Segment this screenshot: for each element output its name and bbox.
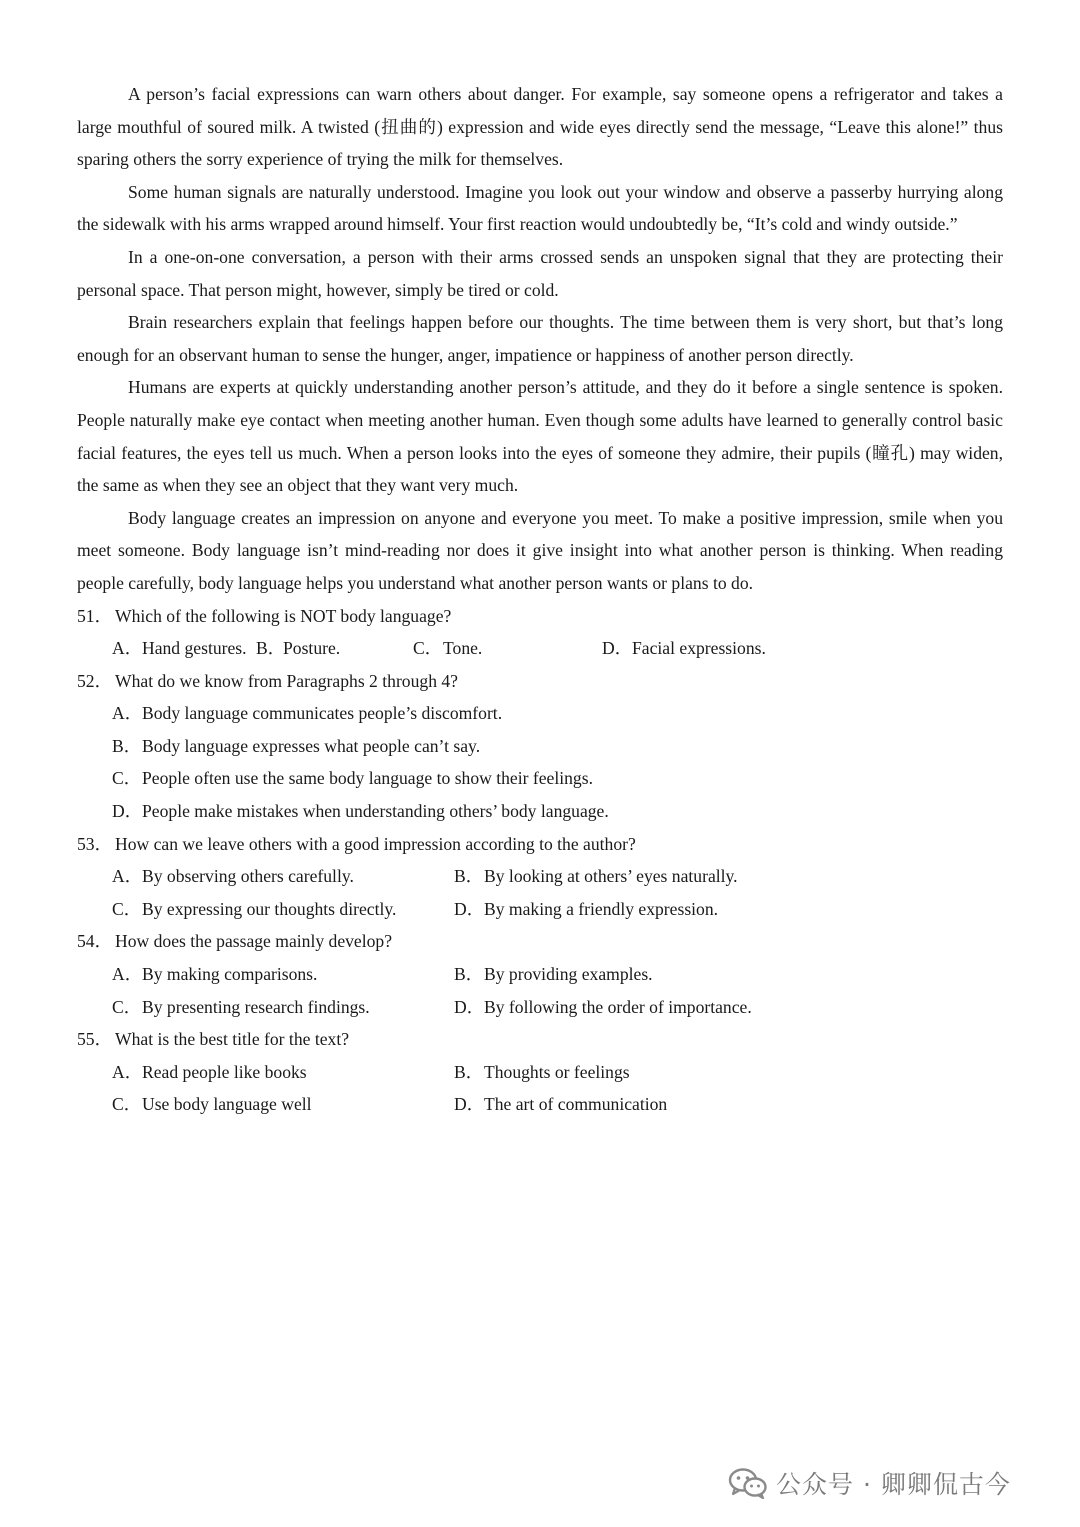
wechat-icon (728, 1467, 768, 1499)
option-a[interactable] (112, 1056, 454, 1089)
option-d[interactable] (454, 1088, 667, 1121)
option-d[interactable] (602, 632, 766, 665)
question-number: 51． (77, 605, 113, 626)
option-text: Body language expresses what people can’t say. (142, 735, 481, 756)
option-letter: B． (454, 964, 484, 985)
question-55 (77, 1023, 1003, 1121)
watermark-text: 公众号 · 卿卿侃古今 (776, 1470, 1011, 1499)
option-text: By following the order of importance. (484, 996, 752, 1017)
option-text: The art of communication (484, 1094, 668, 1115)
option-text: By making comparisons. (142, 964, 318, 985)
passage-paragraph: A person’s facial expressions can warn others about danger. For example, say someone opens a refrigerator and takes a large mouthful of soured milk. A twisted (扭曲的) expression and wide eyes directly send the message, “Leave this alone!” thus sparing others the sorry experience of trying the milk for themselves. (77, 84, 1003, 170)
option-letter: C． (112, 1094, 142, 1115)
question-number: 54． (77, 931, 113, 952)
question-stem: Which of the following is NOT body language? (115, 605, 452, 626)
question-stem: How does the passage mainly develop? (115, 931, 393, 952)
option-letter: A． (112, 866, 143, 887)
option-letter: B． (454, 1061, 484, 1082)
option-text: By observing others carefully. (142, 866, 354, 887)
option-b[interactable] (454, 958, 653, 991)
question-52 (77, 665, 1003, 828)
option-d[interactable] (112, 795, 609, 828)
option-c[interactable] (112, 1088, 454, 1121)
option-text: By making a friendly expression. (484, 898, 719, 919)
option-letter: C． (112, 768, 142, 789)
option-letter: A． (112, 703, 143, 724)
option-text: Posture. (283, 638, 341, 659)
question-54 (77, 925, 1003, 1023)
question-number: 53． (77, 833, 113, 854)
option-letter: B． (112, 735, 142, 756)
watermark (728, 1462, 1011, 1504)
option-letter: A． (112, 1061, 143, 1082)
option-c[interactable] (112, 991, 454, 1024)
option-a[interactable] (112, 697, 502, 730)
option-b[interactable] (454, 860, 738, 893)
question-stem: What is the best title for the text? (115, 1029, 350, 1050)
passage-paragraph: Humans are experts at quickly understanding another person’s attitude, and they do it before a single sentence is spoken. People naturally make eye contact when meeting another human. Even though some adults have learned to generally control basic facial features, the eyes tell us much. When a person looks into the eyes of someone they admire, their pupils (瞳孔) may widen, the same as when they see an object that they want very much. (77, 377, 1003, 496)
option-text: Read people like books (142, 1061, 307, 1082)
option-letter: C． (112, 996, 142, 1017)
passage-paragraph: Body language creates an impression on anyone and everyone you meet. To make a positive impression, smile when you meet someone. Body language isn’t mind-reading nor does it give insight into what another person is thinking. When reading people carefully, body language helps you understand what another person wants or plans to do. (77, 507, 1003, 593)
option-text: By presenting research findings. (142, 996, 370, 1017)
option-letter: D． (454, 996, 485, 1017)
exam-page (77, 78, 1003, 1121)
option-letter: A． (112, 964, 143, 985)
reading-passage (77, 78, 1003, 600)
option-a[interactable] (112, 860, 454, 893)
question-number: 52． (77, 670, 113, 691)
option-b[interactable] (454, 1056, 630, 1089)
option-text: By providing examples. (484, 964, 653, 985)
option-b[interactable] (256, 632, 413, 665)
option-letter: D． (454, 1094, 485, 1115)
question-stem: What do we know from Paragraphs 2 through 4? (115, 670, 458, 691)
option-d[interactable] (454, 893, 718, 926)
option-b[interactable] (112, 730, 480, 763)
option-c[interactable] (112, 762, 593, 795)
passage-paragraph: In a one-on-one conversation, a person with their arms crossed sends an unspoken signal that they are protecting their personal space. That person might, however, simply be tired or cold. (77, 246, 1003, 300)
option-text: Tone. (443, 638, 483, 659)
option-text: Hand gestures. (142, 638, 247, 659)
option-letter: B． (256, 638, 286, 659)
option-text: By looking at others’ eyes naturally. (484, 866, 738, 887)
option-c[interactable] (112, 893, 454, 926)
question-51 (77, 600, 1003, 665)
option-letter: C． (413, 638, 443, 659)
option-text: People make mistakes when understanding others’ body language. (142, 801, 609, 822)
option-a[interactable] (112, 958, 454, 991)
option-letter: A． (112, 638, 143, 659)
option-d[interactable] (454, 991, 752, 1024)
option-a[interactable] (112, 632, 256, 665)
question-stem: How can we leave others with a good impression according to the author? (115, 833, 636, 854)
passage-paragraph: Brain researchers explain that feelings happen before our thoughts. The time between them is very short, but that’s long enough for an observant human to sense the hunger, anger, impatience or happiness of another person directly. (77, 312, 1003, 365)
option-text: Thoughts or feelings (484, 1061, 630, 1082)
option-text: Body language communicates people’s discomfort. (142, 703, 503, 724)
option-c[interactable] (413, 632, 602, 665)
option-text: Use body language well (142, 1094, 312, 1115)
question-number: 55． (77, 1029, 113, 1050)
passage-paragraph: Some human signals are naturally understood. Imagine you look out your window and observe a passerby hurrying along the sidewalk with his arms wrapped around himself. Your first reaction would undoubtedly be, “It’s cold and windy outside.” (77, 181, 1003, 235)
option-letter: D． (454, 898, 485, 919)
option-letter: B． (454, 866, 484, 887)
option-text: Facial expressions. (632, 638, 766, 659)
option-letter: D． (112, 801, 143, 822)
option-letter: D． (602, 638, 633, 659)
option-text: People often use the same body language to show their feelings. (142, 768, 593, 789)
option-text: By expressing our thoughts directly. (142, 898, 397, 919)
question-53 (77, 828, 1003, 926)
option-letter: C． (112, 898, 142, 919)
